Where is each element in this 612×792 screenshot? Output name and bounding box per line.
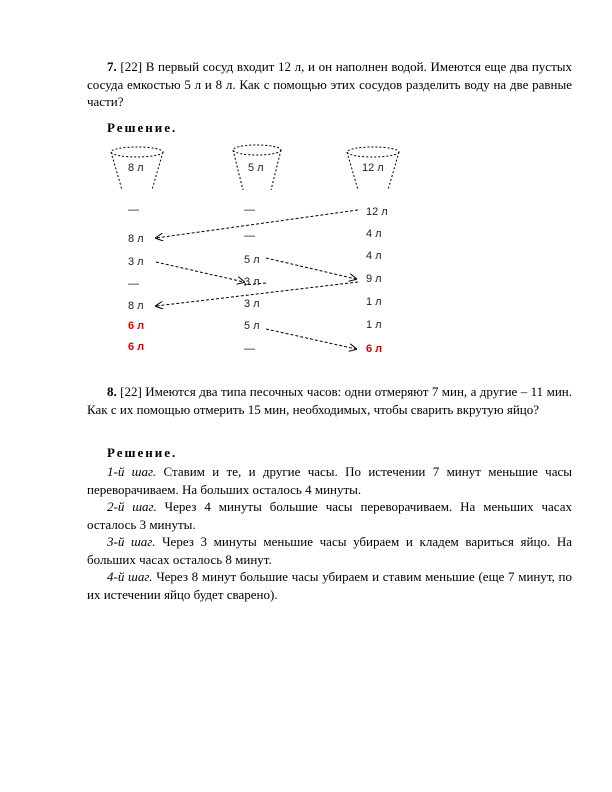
arrow-5-to-12-final — [266, 329, 356, 349]
col5-row5: 3 л — [244, 298, 260, 310]
problem-8-steps — [87, 463, 572, 603]
col12-row3: 4 л — [366, 250, 382, 262]
vessel-8-label: 8 л — [128, 162, 144, 174]
arrow-12-to-8 — [156, 210, 358, 238]
step-1-text: Ставим и те, и другие часы. По истечении 7 минут меньшие часы переворачиваем. На больших осталось 4 минуты. — [87, 464, 572, 497]
step-4-text: Через 8 минут большие часы убираем и ставим меньшие (еще 7 минут, по их истечении яйцо будет сварено). — [87, 569, 573, 602]
problem-8-text — [87, 383, 572, 418]
step-2 — [87, 498, 572, 533]
problem-8-number: 8. — [107, 384, 117, 399]
col5-row2: — — [244, 230, 255, 242]
col8-row7: 6 л — [128, 341, 145, 353]
col8-row1: — — [128, 204, 139, 216]
col8-row4: — — [128, 278, 139, 290]
col12-row6: 1 л — [366, 319, 382, 331]
problem-8-solution-label: Решение. — [107, 445, 178, 460]
step-1-head: 1-й шаг. — [107, 464, 157, 479]
problem-7-number: 7. — [107, 59, 117, 74]
step-3-text: Через 3 минуты меньшие часы убираем и кладем вариться яйцо. На больших часах осталось 8 минут. — [87, 534, 573, 567]
step-2-text: Через 4 минуты большие часы переворачиваем. На меньших часах осталось 3 минуты. — [87, 499, 572, 532]
arrow-5-to-12 — [266, 258, 356, 279]
vessel-12-label: 12 л — [362, 162, 384, 174]
col8-row2: 8 л — [128, 233, 144, 245]
col12-row2: 4 л — [366, 228, 382, 240]
col12-row7: 6 л — [366, 343, 383, 355]
col5-row3: 5 л — [244, 254, 260, 266]
col12-row5: 1 л — [366, 296, 382, 308]
pouring-diagram-svg — [80, 138, 520, 368]
col5-row1: — — [244, 204, 255, 216]
arrow-8-to-5 — [156, 262, 244, 282]
vessel-5-label: 5 л — [248, 162, 264, 174]
col5-row4: 3 л — [244, 276, 260, 288]
col8-row5: 8 л — [128, 300, 144, 312]
col8-row3: 3 л — [128, 256, 144, 268]
col12-row1: 12 л — [366, 206, 388, 218]
problem-7-text — [87, 58, 572, 111]
step-3 — [87, 533, 572, 568]
col5-row7: — — [244, 343, 255, 355]
problem-8-statement: [22] Имеются два типа песочных часов: одни отмеряют 7 мин, а другие – 11 мин. Как с их помощью отмерить 15 мин, необходимых, чтобы сварить вкрутую яйцо? — [87, 384, 572, 417]
col8-row6: 6 л — [128, 320, 145, 332]
col12-row4: 9 л — [366, 273, 382, 285]
step-3-head: 3-й шаг. — [107, 534, 156, 549]
step-4-head: 4-й шаг. — [107, 569, 153, 584]
pouring-diagram — [80, 138, 520, 368]
step-4 — [87, 568, 572, 603]
problem-7-statement: [22] В первый сосуд входит 12 л, и он наполнен водой. Имеются еще два пустых сосуда емкостью 5 л и 8 л. Как с помощью этих сосудов разделить воду на две равные части? — [87, 59, 572, 109]
col5-row6: 5 л — [244, 320, 260, 332]
step-2-head: 2-й шаг. — [107, 499, 157, 514]
problem-7-solution-label: Решение. — [107, 120, 178, 135]
step-1 — [87, 463, 572, 498]
